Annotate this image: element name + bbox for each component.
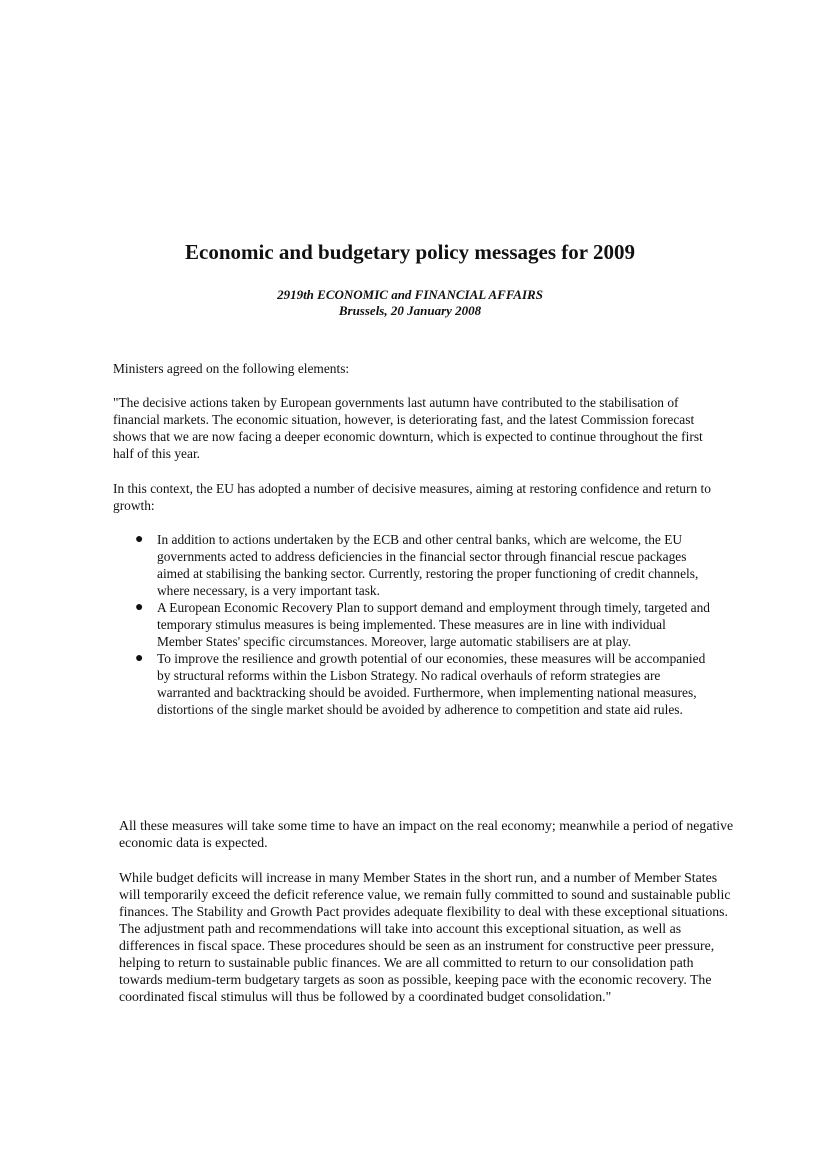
intro-paragraph: Ministers agreed on the following elements: <box>113 361 350 376</box>
meeting-name: 2919th ECONOMIC and FINANCIAL AFFAIRS <box>277 287 543 302</box>
paragraph-impact: All these measures will take some time to have an impact on the real economy; meanwhile a period of negative economic data is expected. <box>119 818 734 850</box>
list-item <box>113 599 713 650</box>
paragraph-context: In this context, the EU has adopted a number of decisive measures, aiming at restoring confidence and return to growth: <box>113 481 711 513</box>
bullet-icon: ● <box>135 532 144 547</box>
bullet-icon: ● <box>135 600 144 615</box>
list-item <box>113 650 713 718</box>
meeting-place-date: Brussels, 20 January 2008 <box>338 303 482 318</box>
bullet-icon: ● <box>135 651 144 666</box>
list-item-text: A European Economic Recovery Plan to support demand and employment through timely, targeted and temporary stimulus measures is being implemented. These measures are in line with individual Member States' specific circumstances. Moreover, large automatic stabilisers are at play. <box>157 600 710 649</box>
page-title: Economic and budgetary policy messages for 2009 <box>185 240 635 264</box>
list-item-text: To improve the resilience and growth potential of our economies, these measures will be accompanied by structural reforms within the Lisbon Strategy. No radical overhauls of reform strategies are warranted and backtracking should be avoided. Furthermore, when implementing national measures, distortions of the single market should be avoided by adherence to competition and state aid rules. <box>157 651 706 717</box>
list-item <box>113 531 713 599</box>
list-item-text: In addition to actions undertaken by the ECB and other central banks, which are welcome, the EU governments acted to address deficiencies in the financial sector through financial rescue packages aimed at stabilising the banking sector. Currently, restoring the proper functioning of credit channels, where necessary, is a very important task. <box>157 532 699 598</box>
measures-list <box>113 531 713 718</box>
meeting-subtitle <box>0 287 820 319</box>
paragraph-decisive-actions: "The decisive actions taken by European governments last autumn have contributed to the stabilisation of financial markets. The economic situation, however, is deteriorating fast, and the latest Commission forecast shows that we are now facing a deeper economic downturn, which is expected to continue throughout the first half of this year. <box>113 395 703 461</box>
paragraph-budget-deficits: While budget deficits will increase in many Member States in the short run, and a number of Member States will temporarily exceed the deficit reference value, we remain fully committed to sound and sustainable public finances. The Stability and Growth Pact provides adequate flexibility to deal with these exceptional situations. The adjustment path and recommendations will take into account this exceptional situation, as well as differences in fiscal space. These procedures should be seen as an instrument for constructive peer pressure, helping to return to sustainable public finances. We are all committed to return to our consolidation path towards medium-term budgetary targets as soon as possible, keeping pace with the economic recovery. The coordinated fiscal stimulus will thus be followed by a coordinated budget consolidation." <box>119 870 731 1004</box>
